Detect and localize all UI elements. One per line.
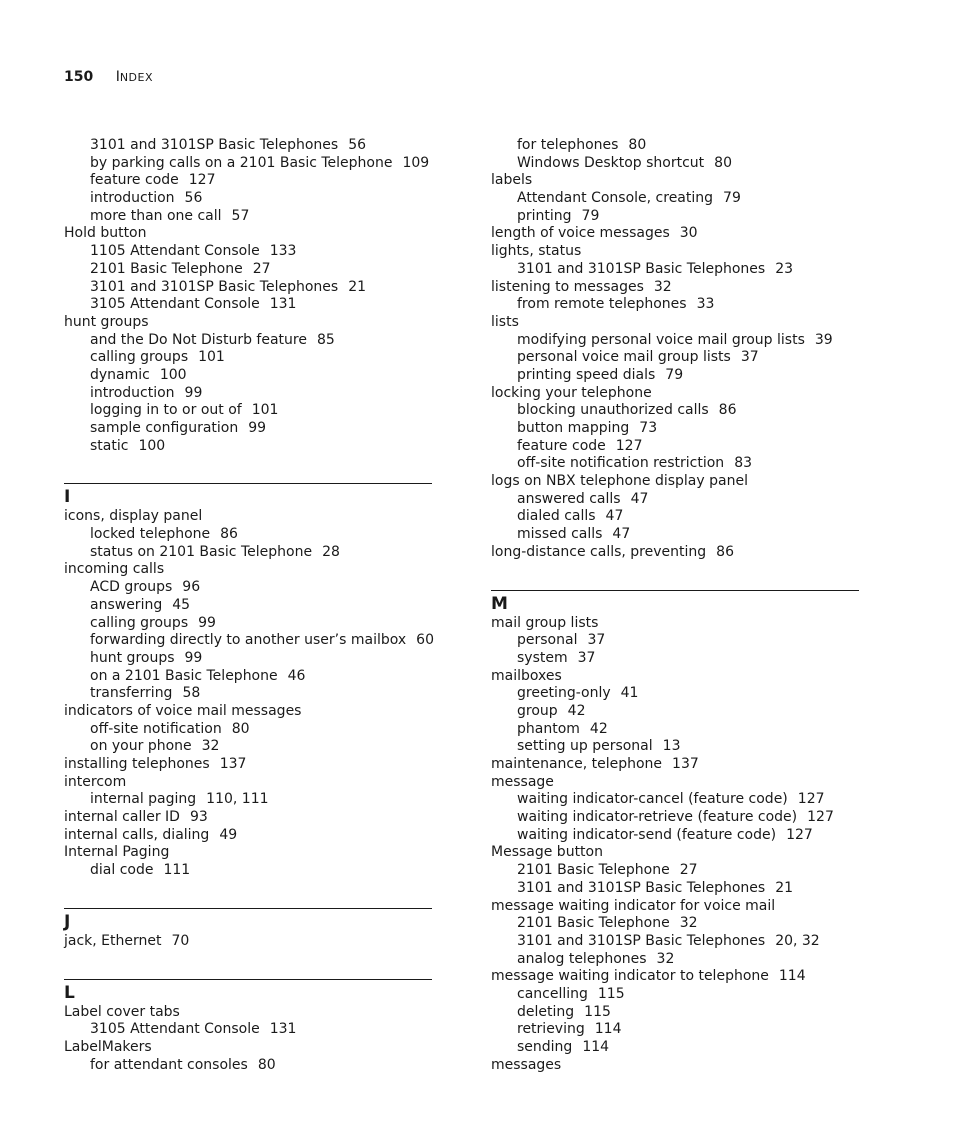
index-page-ref: 56: [184, 190, 203, 207]
index-term: blocking unauthorized calls: [517, 402, 709, 419]
index-term: incoming calls: [64, 561, 165, 578]
index-subentry: [64, 721, 432, 739]
index-subentry: [491, 349, 859, 367]
index-term: installing telephones: [64, 756, 210, 772]
index-term: calling groups: [90, 349, 189, 366]
index-page-ref: 79: [581, 207, 600, 224]
index-term: lights, status: [491, 243, 582, 260]
index-subentry: [64, 172, 432, 190]
index-term: introduction: [90, 384, 175, 401]
index-page-ref: 137: [219, 756, 247, 772]
index-page-ref: 32: [201, 738, 220, 755]
index-term: button mapping: [517, 420, 630, 436]
section-gap: [64, 455, 432, 483]
section-gap: [64, 951, 432, 979]
index-entry: [64, 774, 432, 792]
index-page-ref: 127: [786, 826, 813, 843]
index-term: locked telephone: [90, 526, 211, 543]
index-term: internal calls, dialing: [64, 826, 210, 843]
index-entry: [491, 172, 859, 190]
index-page-ref: 80: [257, 1056, 276, 1073]
index-term: feature code: [90, 172, 179, 189]
index-page-ref: 73: [639, 420, 658, 436]
index-page-ref: 86: [220, 526, 238, 543]
index-subentry: [491, 827, 859, 845]
index-subentry: [64, 402, 432, 420]
index-page-ref: 49: [219, 826, 238, 843]
section-divider: [491, 590, 859, 591]
index-entry: [491, 385, 859, 403]
index-page-ref: 13: [662, 738, 681, 755]
index-entry: [64, 225, 432, 243]
index-page-ref: 137: [672, 756, 699, 772]
index-entry: [491, 898, 859, 916]
index-subentry: [64, 243, 432, 261]
index-subentry: [491, 455, 859, 473]
index-page-ref: 42: [567, 702, 586, 719]
index-term: Message button: [491, 844, 603, 861]
index-term: lists: [491, 313, 519, 330]
index-term: status on 2101 Basic Telephone: [90, 543, 313, 560]
index-term: length of voice messages: [491, 225, 670, 242]
index-subentry: [64, 791, 432, 809]
index-subentry: [64, 668, 432, 686]
running-title-rest: NDEX: [119, 71, 154, 84]
index-subentry: [491, 508, 859, 526]
index-term: waiting indicator-retrieve (feature code): [517, 809, 798, 826]
index-page-ref: 79: [665, 366, 684, 383]
index-page-ref: 80: [628, 137, 647, 153]
index-term: message waiting indicator to telephone: [491, 968, 769, 985]
section-gap: [491, 562, 859, 590]
index-page-ref: 127: [188, 172, 216, 189]
index-page-ref: 96: [182, 579, 201, 596]
index-page-ref: 131: [269, 296, 297, 313]
index-term: feature code: [517, 437, 606, 454]
index-entry: [64, 844, 432, 862]
index-page-ref: 127: [797, 791, 825, 808]
index-page-ref: 85: [316, 331, 335, 348]
index-term: 3101 and 3101SP Basic Telephones: [517, 260, 766, 277]
index-page-ref: 23: [775, 260, 794, 277]
index-page-ref: 93: [189, 809, 208, 826]
index-subentry: [64, 190, 432, 208]
index-subentry: [64, 367, 432, 385]
index-page-ref: 57: [231, 207, 250, 224]
index-term: internal paging: [90, 791, 197, 808]
index-subentry: [491, 703, 859, 721]
index-page-ref: 21: [348, 278, 367, 295]
index-term: on your phone: [90, 738, 192, 755]
index-subentry: [64, 650, 432, 668]
index-entry: [491, 774, 859, 792]
index-subentry: [64, 332, 432, 350]
index-term: printing speed dials: [517, 366, 656, 383]
index-page-ref: 115: [597, 985, 625, 1002]
index-term: off-site notification: [90, 720, 222, 737]
index-entry: [491, 243, 859, 261]
index-entry: [491, 279, 859, 297]
index-term: sample configuration: [90, 420, 239, 436]
section-divider: [64, 979, 432, 980]
index-page-ref: 30: [679, 225, 698, 242]
index-term: intercom: [64, 773, 127, 790]
index-page-ref: 110, 111: [206, 791, 269, 808]
index-page-ref: 33: [696, 296, 715, 313]
index-page-ref: 45: [172, 596, 191, 613]
index-term: hunt groups: [90, 649, 175, 666]
index-subentry: [491, 367, 859, 385]
index-subentry: [491, 721, 859, 739]
index-term: ACD groups: [90, 579, 173, 596]
section-divider: [64, 908, 432, 909]
index-subentry: [491, 526, 859, 544]
index-subentry: [64, 579, 432, 597]
index-term: 3105 Attendant Console: [90, 296, 260, 313]
index-page-ref: 70: [171, 932, 190, 949]
index-subentry: [491, 155, 859, 173]
index-term: off-site notification restriction: [517, 455, 725, 472]
index-page-ref: 46: [287, 667, 306, 684]
index-term: message waiting indicator for voice mail: [491, 897, 776, 914]
index-entry: [491, 225, 859, 243]
page-number: 150: [64, 69, 94, 85]
index-term: logs on NBX telephone display panel: [491, 473, 748, 490]
index-entry: [491, 1057, 859, 1075]
index-subentry: [491, 738, 859, 756]
index-term: phantom: [517, 720, 580, 737]
index-page-ref: 114: [778, 968, 806, 985]
index-page-ref: 37: [740, 349, 759, 366]
index-term: dynamic: [90, 366, 150, 383]
index-term: hunt groups: [64, 313, 149, 330]
index-page-ref: 58: [182, 685, 201, 702]
index-term: static: [90, 437, 129, 454]
index-term: 3101 and 3101SP Basic Telephones: [90, 137, 339, 153]
index-entry: [491, 473, 859, 491]
index-page-ref: 101: [251, 402, 279, 419]
index-entry: [491, 668, 859, 686]
index-entry: [64, 809, 432, 827]
index-term: mailboxes: [491, 667, 562, 684]
section-gap: [64, 880, 432, 908]
index-page-ref: 109: [402, 154, 430, 171]
index-page-ref: 111: [163, 862, 191, 879]
index-term: missed calls: [517, 526, 603, 543]
index-subentry: [491, 402, 859, 420]
index-subentry: [64, 385, 432, 403]
index-subentry: [491, 1021, 859, 1039]
index-page-ref: 99: [184, 649, 203, 666]
index-term: long-distance calls, preventing: [491, 543, 707, 560]
running-title: [116, 69, 153, 85]
index-page-ref: 47: [605, 508, 624, 525]
index-term: 3101 and 3101SP Basic Telephones: [90, 278, 339, 295]
index-term: system: [517, 649, 568, 666]
index-term: setting up personal: [517, 738, 653, 755]
index-page-ref: 101: [198, 349, 225, 366]
index-term: Label cover tabs: [64, 1003, 180, 1020]
index-column-left: [64, 137, 432, 1074]
index-page-ref: 115: [584, 1003, 611, 1020]
index-subentry: [491, 809, 859, 827]
index-subentry: [64, 632, 432, 650]
index-term: dial code: [90, 862, 154, 879]
index-subentry: [491, 261, 859, 279]
index-term: messages: [491, 1056, 562, 1073]
index-term: printing: [517, 207, 572, 224]
index-subentry: [64, 208, 432, 226]
index-entry: [491, 756, 859, 774]
index-subentry: [491, 933, 859, 951]
index-page-ref: 127: [807, 809, 834, 826]
index-entry: [64, 827, 432, 845]
index-term: analog telephones: [517, 950, 647, 967]
index-subentry: [491, 208, 859, 226]
index-subentry: [64, 544, 432, 562]
index-page-ref: 47: [630, 490, 649, 507]
index-subentry: [64, 597, 432, 615]
index-subentry: [64, 738, 432, 756]
index-subentry: [64, 1021, 432, 1039]
index-page-ref: 86: [718, 402, 737, 419]
index-term: answering: [90, 596, 163, 613]
index-page-ref: 21: [775, 879, 794, 896]
index-term: retrieving: [517, 1021, 585, 1038]
index-term: introduction: [90, 190, 175, 207]
index-term: answered calls: [517, 490, 621, 507]
index-entry: [64, 561, 432, 579]
index-term: mail group lists: [491, 614, 599, 631]
index-subentry: [64, 279, 432, 297]
index-subentry: [64, 862, 432, 880]
index-page-ref: 99: [184, 384, 203, 401]
index-page-ref: 127: [615, 437, 643, 454]
index-subentry: [64, 261, 432, 279]
index-term: modifying personal voice mail group lists: [517, 331, 805, 348]
index-term: icons, display panel: [64, 508, 203, 525]
index-term: maintenance, telephone: [491, 756, 663, 772]
index-subentry: [64, 296, 432, 314]
index-subentry: [64, 615, 432, 633]
index-subentry: [491, 915, 859, 933]
index-subentry: [64, 155, 432, 173]
index-term: for attendant consoles: [90, 1056, 248, 1073]
index-term: greeting-only: [517, 685, 611, 702]
index-subentry: [491, 632, 859, 650]
index-page-ref: 100: [159, 366, 187, 383]
index-term: from remote telephones: [517, 296, 687, 313]
index-term: 2101 Basic Telephone: [517, 915, 670, 932]
index-term: message: [491, 773, 554, 790]
index-term: Hold button: [64, 225, 147, 242]
page-header: [64, 68, 153, 87]
index-term: cancelling: [517, 985, 588, 1002]
index-column-right: [491, 137, 859, 1074]
index-term: indicators of voice mail messages: [64, 702, 302, 719]
index-term: Windows Desktop shortcut: [517, 154, 705, 171]
running-title-initial: I: [115, 69, 120, 85]
index-term: waiting indicator-send (feature code): [517, 826, 777, 843]
index-page-ref: 37: [587, 632, 606, 649]
index-term: transferring: [90, 685, 173, 702]
index-subentry: [491, 862, 859, 880]
index-subentry: [491, 1004, 859, 1022]
index-subentry: [64, 420, 432, 438]
index-subentry: [64, 349, 432, 367]
index-page-ref: 42: [589, 720, 608, 737]
index-subentry: [491, 1039, 859, 1057]
index-term: Internal Paging: [64, 844, 170, 861]
index-entry: [491, 615, 859, 633]
index-term: deleting: [517, 1003, 575, 1020]
index-page-ref: 79: [723, 190, 741, 207]
index-term: LabelMakers: [64, 1038, 152, 1055]
index-page-ref: 80: [231, 720, 250, 737]
index-subentry: [491, 332, 859, 350]
index-term: personal voice mail group lists: [517, 349, 731, 366]
index-term: 2101 Basic Telephone: [517, 862, 670, 879]
index-subentry: [64, 1057, 432, 1075]
index-term: on a 2101 Basic Telephone: [90, 667, 278, 684]
index-subentry: [491, 685, 859, 703]
index-subentry: [491, 880, 859, 898]
index-subentry: [64, 137, 432, 155]
index-page-ref: 100: [138, 437, 166, 454]
index-term: 3105 Attendant Console: [90, 1021, 260, 1038]
index-page-ref: 20, 32: [775, 932, 820, 949]
index-entry: [491, 314, 859, 332]
index-subentry: [491, 438, 859, 456]
index-entry: [64, 508, 432, 526]
index-term: locking your telephone: [491, 384, 652, 401]
index-term: Attendant Console, creating: [517, 190, 714, 207]
index-page-ref: 114: [582, 1039, 610, 1055]
index-term: by parking calls on a 2101 Basic Telephone: [90, 154, 393, 171]
index-entry: [64, 314, 432, 332]
index-term: 3101 and 3101SP Basic Telephones: [517, 879, 766, 896]
index-term: waiting indicator-cancel (feature code): [517, 791, 788, 808]
section-letter: L: [64, 982, 75, 1003]
index-page-ref: 27: [252, 260, 271, 277]
index-page-ref: 47: [612, 526, 631, 543]
index-entry: [491, 544, 859, 562]
index-page-ref: 131: [269, 1021, 297, 1038]
index-term: calling groups: [90, 614, 189, 631]
index-entry: [64, 1039, 432, 1057]
index-entry: [64, 756, 432, 774]
index-subentry: [491, 791, 859, 809]
section-letter: M: [491, 593, 508, 614]
index-subentry: [491, 137, 859, 155]
index-page-ref: 41: [620, 685, 639, 702]
section-divider: [64, 483, 432, 484]
index-subentry: [491, 986, 859, 1004]
index-subentry: [64, 685, 432, 703]
index-entry: [491, 968, 859, 986]
index-entry: [64, 703, 432, 721]
index-subentry: [491, 296, 859, 314]
index-page-ref: 39: [814, 331, 833, 348]
index-page-ref: 99: [248, 420, 267, 436]
index-page-ref: 114: [594, 1021, 622, 1038]
index-term: 3101 and 3101SP Basic Telephones: [517, 932, 766, 949]
index-entry: [491, 844, 859, 862]
index-subentry: [64, 438, 432, 456]
index-subentry: [491, 491, 859, 509]
index-subentry: [491, 650, 859, 668]
index-page-ref: 133: [269, 243, 297, 260]
index-page-ref: 37: [577, 649, 596, 666]
index-term: sending: [517, 1039, 573, 1055]
index-term: group: [517, 702, 558, 719]
index-term: labels: [491, 172, 533, 189]
index-page-ref: 32: [656, 950, 675, 967]
index-page-ref: 56: [348, 137, 367, 153]
index-term: more than one call: [90, 207, 222, 224]
index-term: for telephones: [517, 137, 619, 153]
index-entry: [64, 1004, 432, 1022]
index-term: 2101 Basic Telephone: [90, 260, 243, 277]
index-page-ref: 28: [322, 543, 340, 560]
index-page-ref: 99: [198, 614, 216, 631]
index-entry: [64, 933, 432, 951]
index-term: and the Do Not Disturb feature: [90, 331, 307, 348]
index-page-ref: 60: [416, 632, 434, 649]
index-page-ref: 86: [716, 543, 734, 560]
index-term: 1105 Attendant Console: [90, 243, 260, 260]
index-term: personal: [517, 632, 578, 649]
section-letter: I: [64, 487, 71, 508]
index-page-ref: 32: [653, 278, 672, 295]
index-term: jack, Ethernet: [64, 932, 162, 949]
index-subentry: [64, 526, 432, 544]
index-page-ref: 80: [714, 154, 732, 171]
index-subentry: [491, 420, 859, 438]
index-subentry: [491, 190, 859, 208]
section-letter: J: [64, 911, 71, 932]
index-term: dialed calls: [517, 508, 596, 525]
index-subentry: [491, 951, 859, 969]
index-term: logging in to or out of: [90, 402, 242, 419]
index-term: forwarding directly to another user’s mailbox: [90, 632, 407, 649]
index-page-ref: 27: [679, 862, 698, 879]
index-page-ref: 83: [734, 455, 753, 472]
index-term: listening to messages: [491, 278, 644, 295]
index-term: internal caller ID: [64, 809, 180, 826]
index-page-ref: 32: [679, 915, 698, 932]
